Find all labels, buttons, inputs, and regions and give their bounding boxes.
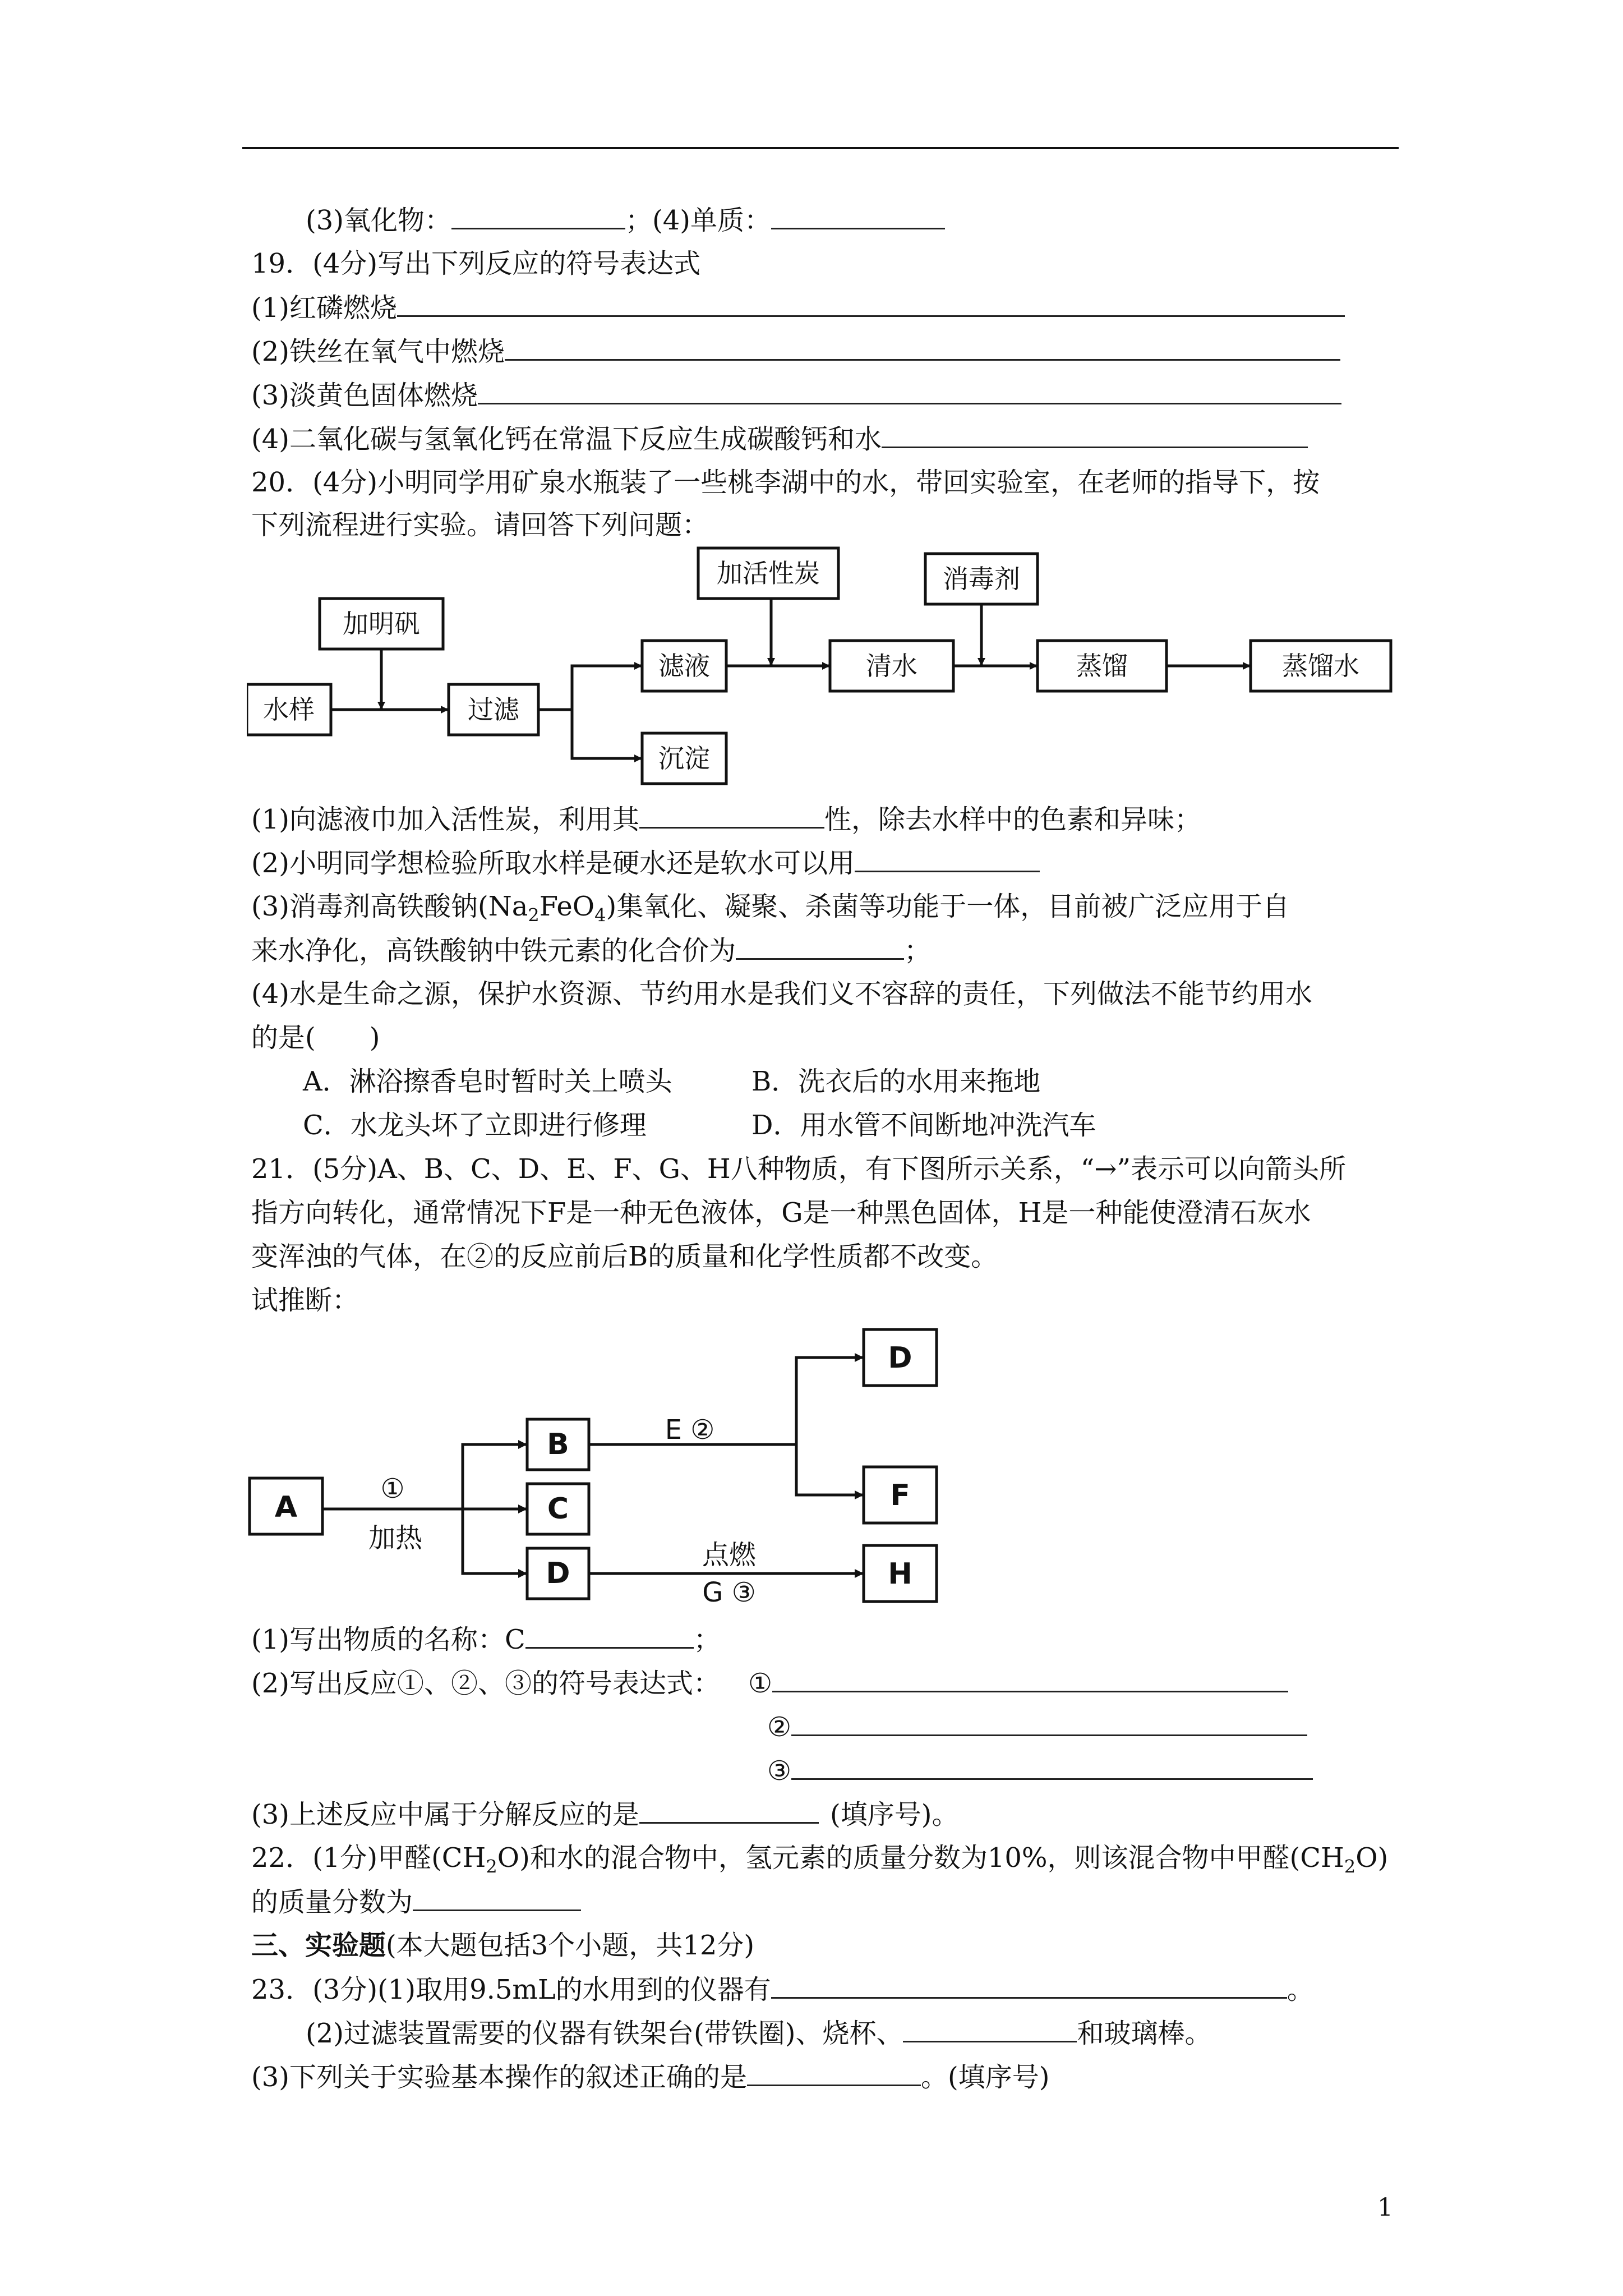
q20-part-2: (2)小明同学想检验所取水样是硬水还是软水可以用 — [251, 846, 1040, 880]
label-f: F — [890, 1479, 910, 1512]
answer-blank[interactable] — [772, 1666, 1288, 1692]
answer-blank[interactable] — [747, 2060, 921, 2086]
q20-part-4a: (4)水是生命之源，保护水资源、节约用水是我们义不容辞的责任，下列做法不能节约用水 — [251, 978, 1312, 1010]
answer-blank[interactable] — [791, 1710, 1307, 1736]
label-h: H — [888, 1557, 912, 1591]
label-step-1: ① — [380, 1473, 405, 1504]
q21-stem-2: 指方向转化，通常情况下F是一种无色液体，G是一种黑色固体，H是一种能使澄清石灰水 — [251, 1197, 1311, 1228]
q21-stem-1: 21．(5分)A、B、C、D、E、F、G、H八种物质，有下图所示关系，“→”表示可以向箭头所 — [251, 1153, 1347, 1185]
q22-line-2: 的质量分数为 — [251, 1885, 581, 1919]
label-distilled-water: 蒸馏水 — [1282, 651, 1359, 681]
substance-relation-diagram — [247, 1324, 976, 1610]
q21-part-3: (3)上述反应中属于分解反应的是 (填序号)。 — [251, 1797, 958, 1832]
q19-item-2: (2)铁丝在氧气中燃烧 — [251, 334, 1340, 369]
label-add-alum: 加明矾 — [343, 609, 420, 639]
answer-blank[interactable] — [478, 378, 1341, 404]
q23-line-1: 23．(3分)(1)取用9.5mL的水用到的仪器有 。 — [251, 1972, 1314, 2007]
q21-stem-4: 试推断： — [251, 1285, 359, 1316]
q21-part-2-line-2: ② — [767, 1710, 1307, 1744]
water-treatment-flowchart — [247, 544, 1402, 791]
q20-part-4b: 的是( ) — [251, 1022, 380, 1053]
page-number: 1 — [1377, 2193, 1393, 2222]
q21-part-2: (2)写出反应①、②、③的符号表达式： ① — [251, 1666, 1288, 1700]
q22-line-1: 22．(1分)甲醛$(CH_2O)$和水的混合物中，氢元素的质量分数为10%，则该混合物中甲醛$(CH_2O)$ — [251, 1842, 1389, 1878]
q20-part-1: (1)向滤液巾加入活性炭，利用其 性，除去水样中的色素和异味； — [251, 802, 1201, 836]
answer-blank[interactable] — [505, 334, 1340, 361]
q20-option-d: D．用水管不间断地冲洗汽车 — [751, 1110, 1096, 1141]
q18-tail-line: (3)氧化物： ；(4)单质： — [306, 203, 945, 237]
q21-part-2-line-3: ③ — [767, 1754, 1313, 1788]
label-a: A — [274, 1490, 298, 1524]
answer-blank[interactable] — [525, 1622, 694, 1649]
label-filter: 过滤 — [468, 694, 519, 725]
q21-stem-3: 变浑浊的气体，在②的反应前后B的质量和化学性质都不改变。 — [251, 1241, 998, 1272]
section-3-heading: 三、实验题(本大题包括3个小题，共12分) — [251, 1930, 755, 1961]
q20-option-a: A．淋浴擦香皂时暂时关上喷头 — [303, 1066, 672, 1097]
answer-blank[interactable] — [903, 2016, 1077, 2042]
q20-stem-1: 20．(4分)小明同学用矿泉水瓶装了一些桃李湖中的水，带回实验室，在老师的指导下，按 — [251, 467, 1320, 498]
answer-blank[interactable] — [736, 933, 904, 960]
label-c: C — [547, 1492, 569, 1526]
label-b: B — [547, 1428, 569, 1461]
label-add-carbon: 加活性炭 — [717, 558, 820, 588]
q20-part-3b: 来水净化，高铁酸钠中铁元素的化合价为 ； — [251, 933, 931, 968]
label-heat: 加热 — [368, 1522, 423, 1554]
answer-blank[interactable] — [451, 203, 625, 229]
q20-option-b: B．洗衣后的水用来拖地 — [751, 1066, 1041, 1097]
label-filtrate: 滤液 — [658, 651, 710, 681]
label-d-lower: D — [546, 1557, 570, 1590]
label-d-upper: D — [888, 1341, 912, 1375]
label-e-2: E ② — [665, 1414, 715, 1446]
q19-item-4: (4)二氧化碳与氢氧化钙在常温下反应生成碳酸钙和水 — [251, 422, 1308, 456]
answer-blank[interactable] — [771, 203, 945, 229]
answer-blank[interactable] — [397, 291, 1345, 317]
q20-option-c: C．水龙头坏了立即进行修理 — [303, 1110, 647, 1141]
q23-line-2: (2)过滤装置需要的仪器有铁架台(带铁圈)、烧杯、 和玻璃棒。 — [306, 2016, 1211, 2050]
q21-part-1: (1)写出物质的名称：C ； — [251, 1622, 721, 1657]
q19-stem: 19．(4分)写出下列反应的符号表达式 — [251, 248, 701, 279]
label-clear-water: 清水 — [866, 651, 917, 681]
answer-blank[interactable] — [855, 846, 1040, 872]
answer-blank[interactable] — [639, 1797, 819, 1824]
q20-stem-2: 下列流程进行实验。请回答下列问题： — [251, 509, 709, 541]
q19-item-1: (1)红磷燃烧 — [251, 291, 1345, 325]
q19-item-3: (3)淡黄色固体燃烧 — [251, 378, 1341, 412]
label-water-sample: 水样 — [263, 694, 315, 725]
answer-blank[interactable] — [882, 422, 1308, 448]
label-ignite: 点燃 — [702, 1539, 757, 1571]
answer-blank[interactable] — [771, 1972, 1287, 1999]
label-distill: 蒸馏 — [1076, 651, 1128, 681]
q20-part-3a: (3)消毒剂高铁酸钠$(Na_2FeO_4)$集氧化、凝聚、杀菌等功能于一体，目前被广泛应用于自 — [251, 891, 1290, 926]
answer-blank[interactable] — [639, 802, 824, 829]
label-precipitate: 沉淀 — [658, 743, 710, 774]
header-rule — [242, 147, 1399, 149]
answer-blank[interactable] — [413, 1885, 581, 1911]
label-disinfectant: 消毒剂 — [943, 564, 1020, 594]
q23-line-3: (3)下列关于实验基本操作的叙述正确的是 。(填序号) — [251, 2060, 1049, 2094]
answer-blank[interactable] — [791, 1754, 1313, 1780]
label-g-3: G ③ — [702, 1577, 756, 1608]
